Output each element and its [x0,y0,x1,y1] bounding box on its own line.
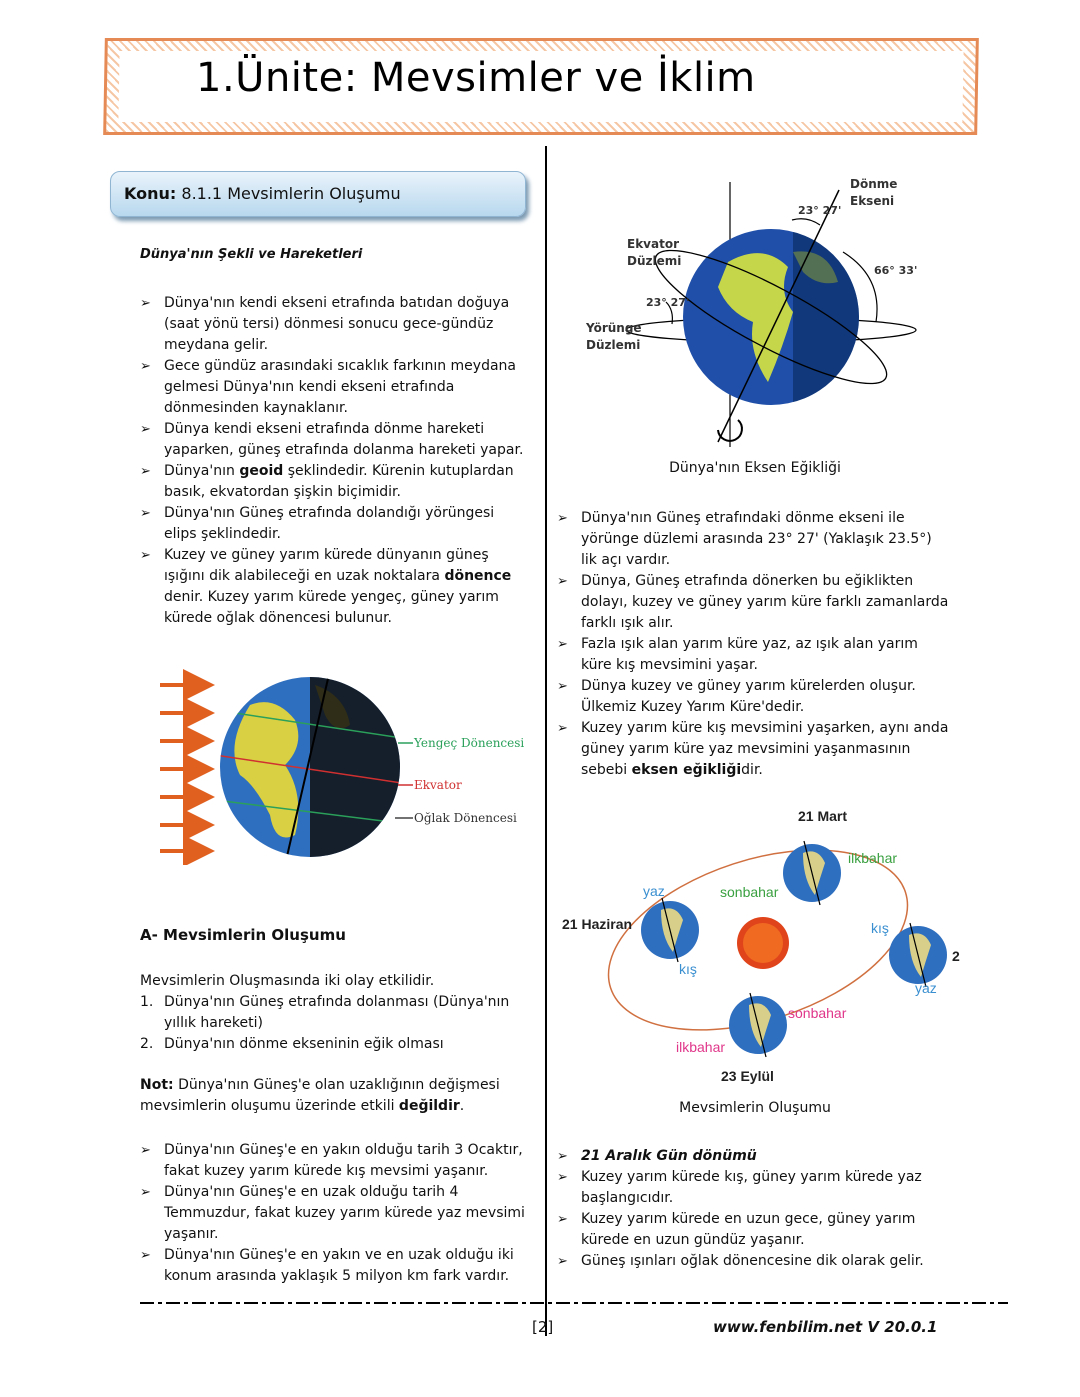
label-sonbahar-south: sonbahar [720,884,779,900]
footer-divider [140,1302,1008,1304]
yengec-label: Yengeç Dönencesi [414,736,525,750]
ekvator-duzlemi-label-1: Ekvator [627,237,679,251]
note-text: Dünya'nın Güneş'e olan uzaklığının değişmesi mevsimlerin oluşumu üzerinde etkili [140,1077,500,1114]
section-a-title: A- Mevsimlerin Oluşumu [140,926,346,944]
column-divider [545,146,547,1336]
globe [215,670,420,865]
left-bullets-2 [140,1140,530,1287]
topic-text: 8.1.1 Mevsimlerin Oluşumu [181,184,401,203]
list-item [140,992,540,1034]
numbered-list [140,992,540,1055]
seasons-caption: Mevsimlerin Oluşumu [679,1100,831,1116]
tilt-reason-post: dir. [741,762,763,778]
list-item: ➢ Dünya'nın kendi ekseni etrafında batıdan doğuya (saat yönü tersi) dönmesi sonucu gece-gündüz meydana gelir. [140,293,530,356]
ekvator-label: Ekvator [414,778,462,792]
list-item [557,718,952,781]
right-bullets-2 [557,1146,952,1272]
donme-ekseni-label-1: Dönme [850,177,898,191]
label-kis-north: kış [871,920,889,936]
donence-pre: Kuzey ve güney yarım kürede dünyanın güneş ışığını dik alabileceği en uzak noktalara [164,547,489,584]
note [140,1075,530,1117]
list-item: ➢ Dünya'nın Güneş etrafında dolandığı yörüngesi elips şeklindedir. [140,503,530,545]
page-number: [2] [532,1318,554,1336]
axial-tilt-diagram [578,172,928,457]
list-item: ➢ Kuzey yarım kürede en uzun gece, güney yarım kürede en uzun gündüz yaşanır. [557,1209,952,1251]
ekvator-duzlemi-label-2: Düzlemi [627,254,682,268]
topic-label: Konu: [124,184,177,203]
label-ilkbahar-north: ilkbahar [848,850,898,866]
right-bullets-1 [557,508,952,781]
label-yaz-south: yaz [915,980,937,996]
angle-top-label: 23° 27' [798,204,842,217]
seasons-orbit-diagram [558,805,968,1090]
geoid-bold: geoid [239,463,284,479]
label-21-haziran: 21 Haziran [562,916,633,932]
list-item: ➢ Dünya kuzey ve güney yarım kürelerden oluşur. Ülkemiz Kuzey Yarım Küre'dedir. [557,676,952,718]
note-label: Not: [140,1077,174,1093]
angle-right-label: 66° 33' [874,264,918,277]
list-item [140,545,530,629]
tilt-reason-bold: eksen eğikliği [631,762,742,778]
tilt-reason-pre: Kuzey yarım küre kış mevsimini yaşarken, aynı anda güney yarım küre yaz mevsimini yaşanmasının sebebi [581,720,949,778]
sunlight-globe-diagram [155,665,525,865]
aralik-title: 21 Aralık Gün dönümü [581,1148,757,1164]
list-item: ➢ Dünya'nın Güneş'e en yakın olduğu tarih 3 Ocaktır, fakat kuzey yarım kürede kış mevsimi yaşanır. [140,1140,530,1182]
list-item: ➢ Dünya'nın Güneş'e en uzak olduğu tarih 4 Temmuzdur, fakat kuzey yarım kürede yaz mevsimi yaşanır. [140,1182,530,1245]
label-23-eylul: 23 Eylül [721,1068,774,1084]
list-item: ➢ Kuzey yarım kürede kış, güney yarım kürede yaz başlangıcıdır. [557,1167,952,1209]
donence-post: denir. Kuzey yarım kürede yengeç, güney yarım kürede oğlak dönencesi bulunur. [164,589,499,626]
label-21-aralik: 2 [952,948,960,964]
angle-left-label: 23° 27' [646,296,690,309]
label-21-mart: 21 Mart [798,808,848,824]
donence-bold: dönence [444,568,512,584]
list-item: ➢ Güneş ışınları oğlak dönencesine dik olarak gelir. [557,1251,952,1272]
list-text: Dünya'nın dönme ekseninin eğik olması [164,1036,444,1052]
list-item: ➢ Dünya'nın Güneş'e en yakın ve en uzak olduğu iki konum arasında yaklaşık 5 milyon km fark vardır. [140,1245,530,1287]
list-item [140,461,530,503]
earth-december [889,923,947,987]
donme-ekseni-label-2: Ekseni [850,194,895,208]
page-title: 1.Ünite: Mevsimler ve İklim [196,55,756,101]
note-bold: değildir [398,1098,460,1114]
label-yaz-north: yaz [643,883,665,899]
topic-heading [124,184,401,203]
list-item [140,1034,540,1055]
geoid-pre: Dünya'nın [164,463,240,479]
site-link[interactable]: www.fenbilim.net V 20.0.1 [713,1318,938,1336]
yorunge-duzlemi-label-1: Yörünge [586,321,642,335]
list-item: ➢ Gece gündüz arasındaki sıcaklık farkının meydana gelmesi Dünya'nın kendi ekseni etrafında dönmesinden kaynaklanır. [140,356,530,419]
list-number: 1. [140,994,154,1010]
list-item: ➢ Dünya'nın Güneş etrafındaki dönme ekseni ile yörünge düzlemi arasında 23° 27' (Yaklaşık 23.5°) lik açı vardır. [557,508,952,571]
yorunge-duzlemi-label-2: Düzlemi [586,338,641,352]
left-bullets-1 [140,293,530,629]
list-item: ➢ Dünya kendi ekseni etrafında dönme hareketi yaparken, güneş etrafında dolanma hareketi yapar. [140,419,530,461]
label-sonbahar-north: sonbahar [788,1005,847,1021]
list-item: ➢ Fazla ışık alan yarım küre yaz, az ışık alan yarım küre kış mevsimini yaşar. [557,634,952,676]
label-ilkbahar-south: ilkbahar [676,1039,726,1055]
list-number: 2. [140,1036,154,1052]
oglak-label: Oğlak Dönencesi [414,811,517,825]
list-text: Dünya'nın Güneş etrafında dolanması (Dünya'nın yıllık hareketi) [164,994,510,1031]
label-kis-south: kış [679,961,697,977]
list-item: ➢ Dünya, Güneş etrafında dönerken bu eğiklikten dolayı, kuzey ve güney yarım küre farklı zamanlarda farklı ışık alır. [557,571,952,634]
note-end: . [459,1098,465,1114]
geoid-post: şeklindedir. Kürenin kutuplardan basık, ekvatordan şişkin biçimidir. [164,463,514,500]
earth-september [729,993,787,1057]
sun-ray-arrows [160,685,207,851]
list-item [557,1146,952,1167]
intro-text: Mevsimlerin Oluşmasında iki olay etkilidir. [140,973,435,989]
section-title-shape: Dünya'nın Şekli ve Hareketleri [140,247,363,262]
tilted-globe [678,227,873,407]
tilt-caption: Dünya'nın Eksen Eğikliği [669,460,841,476]
